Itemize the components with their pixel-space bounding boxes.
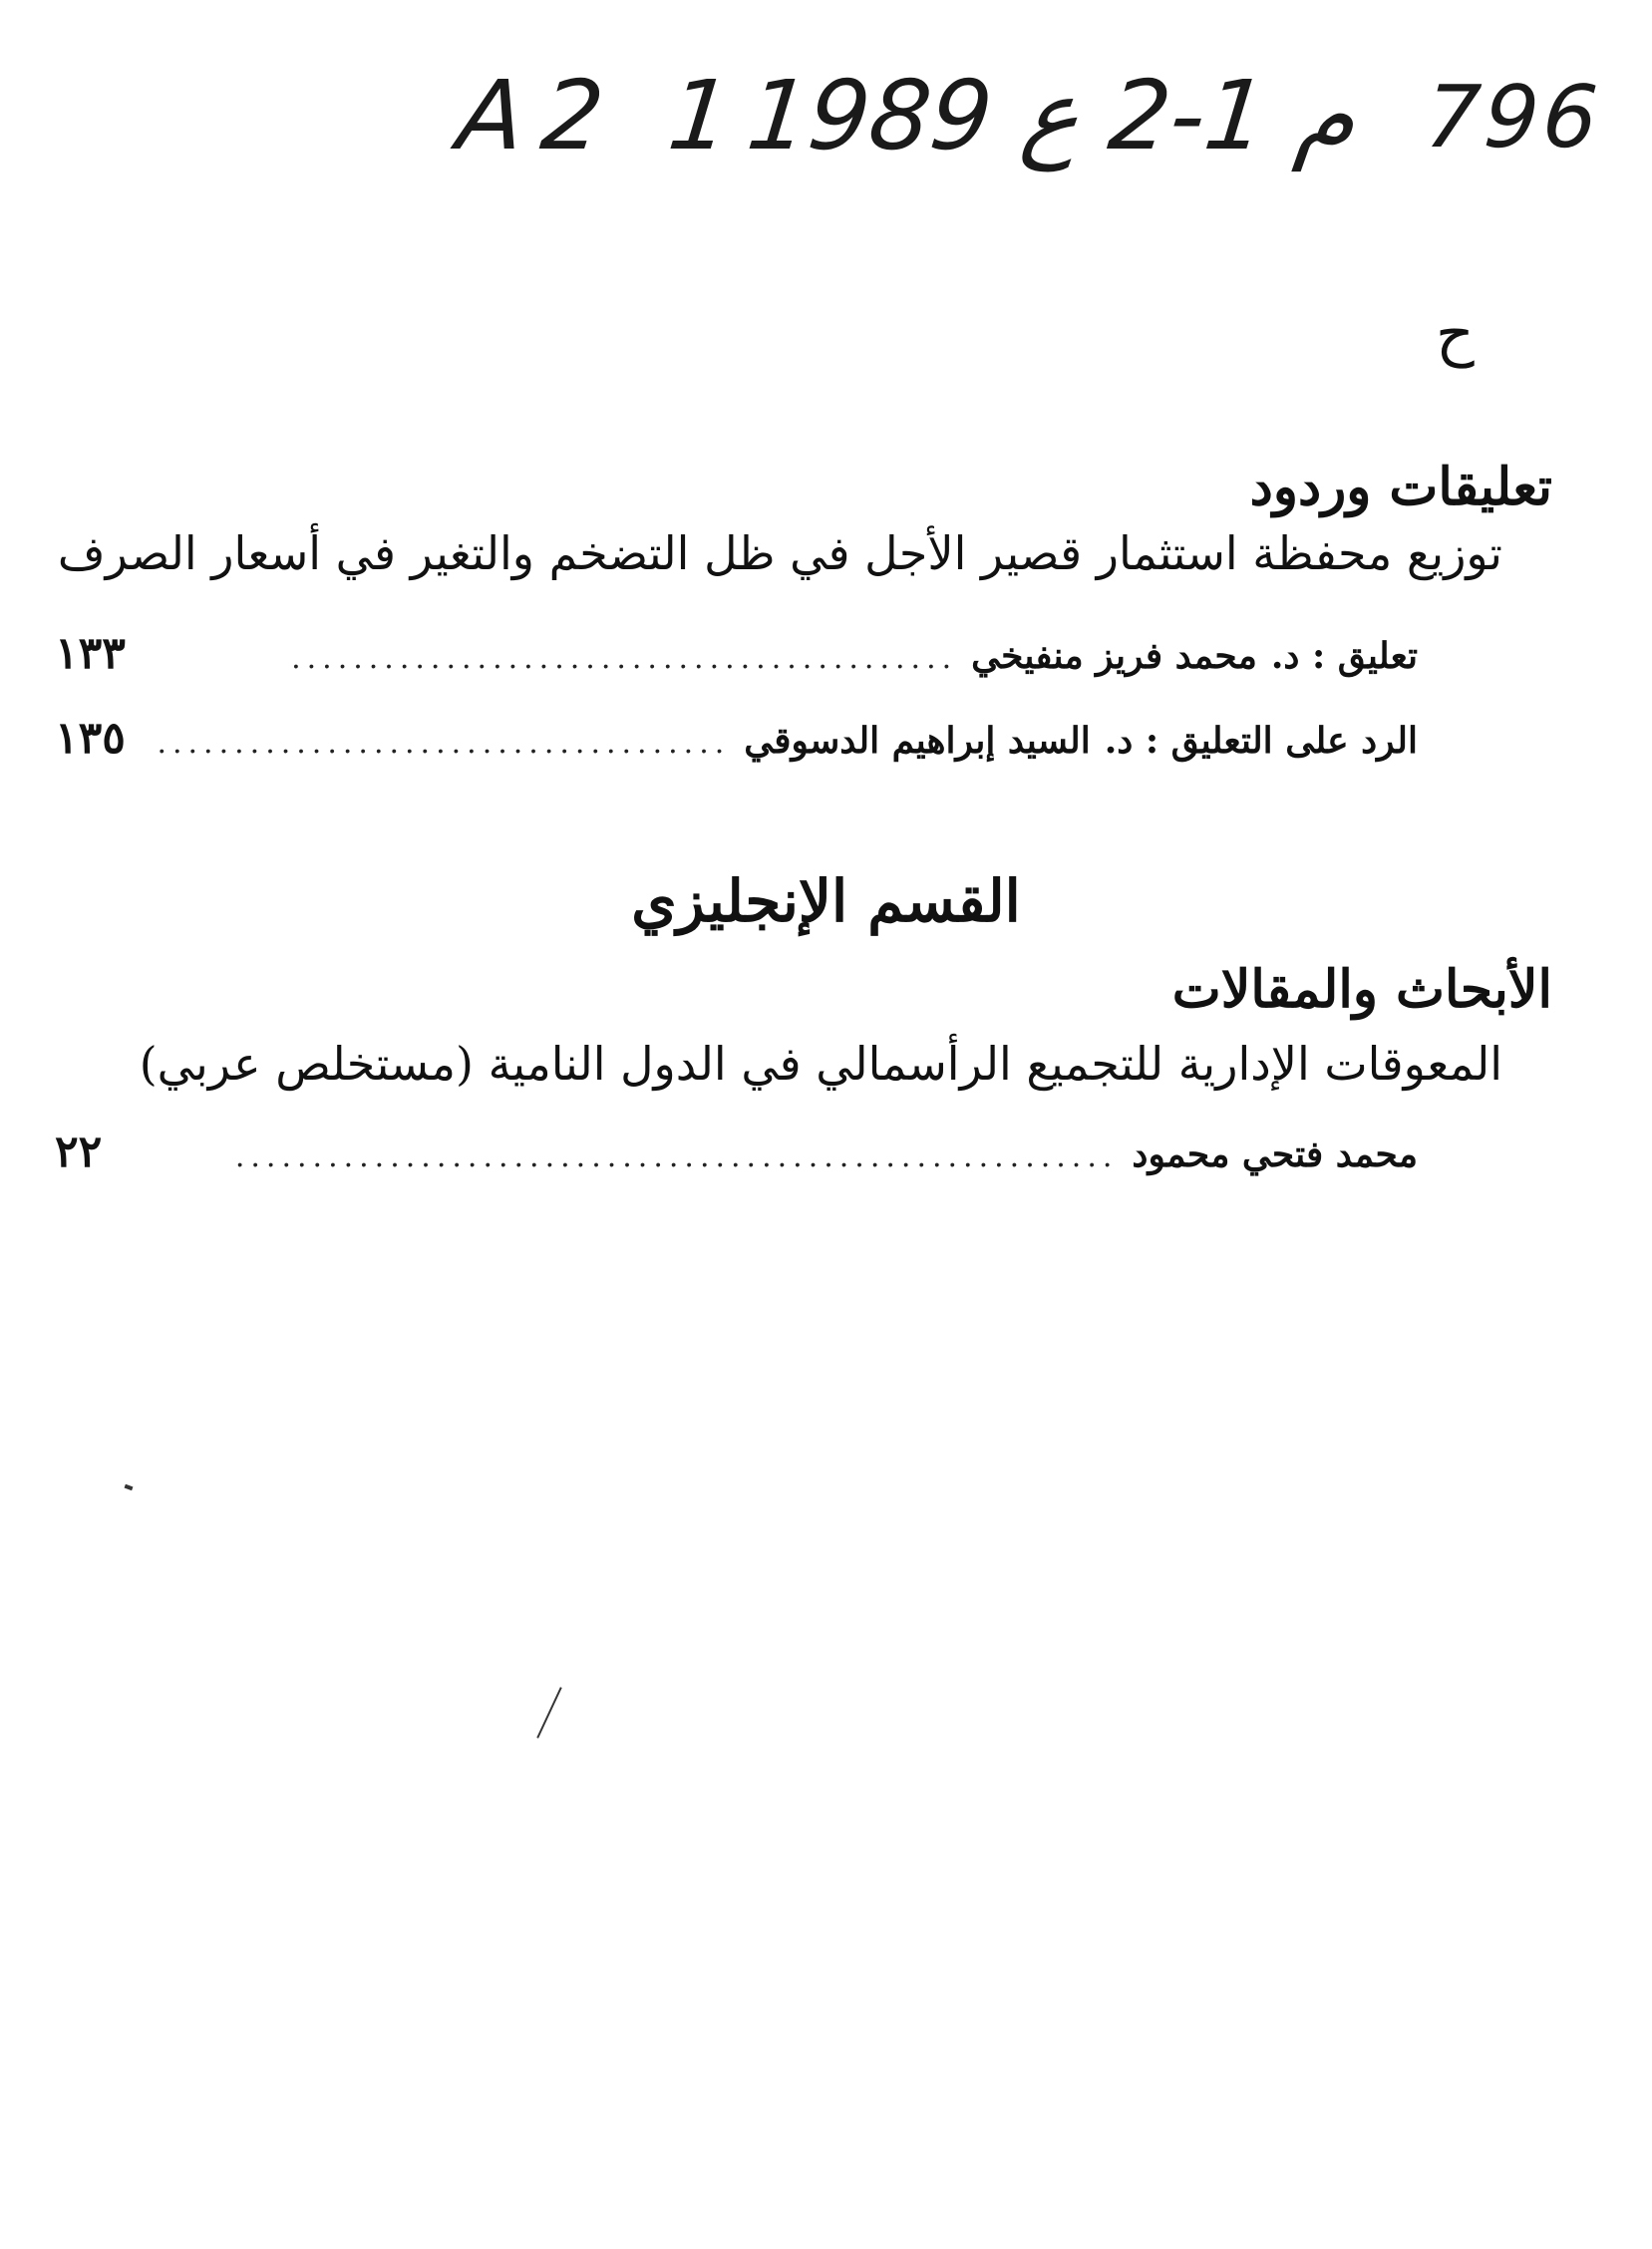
entry-author: محمد فتحي محمود [1132,1133,1418,1175]
english-section-heading: القسم الإنجليزي [631,867,1021,935]
dot-leader: ........................................... [291,641,958,676]
handwritten-number: 796 [1422,68,1605,167]
dot-leader: ..................................... [157,726,731,761]
entry-label: تعليق : د. [1270,635,1418,677]
entry-label: الرد على التعليق : د. [1104,720,1418,762]
toc-entry-reply [55,713,1418,764]
entry-page-number: ١٣٥ [55,713,126,764]
handwritten-reference: A2 1م 1-2 ع 1989 [453,60,1362,171]
english-article-title: المعوقات الإدارية للتجميع الرأسمالي في الدول النامية (مستخلص عربي) [139,1037,1502,1091]
entry-page-number: ١٣٣ [55,628,126,679]
comments-article-title: توزيع محفظة استثمار قصير الأجل في ظل التضخم والتغير في أسعار الصرف [57,526,1502,580]
entry-page-number: ٢٢ [55,1126,103,1177]
comments-section-heading: تعليقات وردود [1249,457,1552,517]
entry-author: محمد فريز منفيخي [971,635,1257,677]
entry-author: السيد إبراهيم الدسوقي [744,720,1091,762]
toc-entry-article [55,1126,1418,1177]
scan-speck [125,1484,134,1490]
dot-leader: ......................................................... [234,1139,1119,1174]
scan-scratch [536,1687,561,1739]
articles-subheading: الأبحاث والمقالات [1171,959,1552,1020]
toc-entry-comment [55,628,1418,679]
page-letter: ح [1436,299,1475,369]
